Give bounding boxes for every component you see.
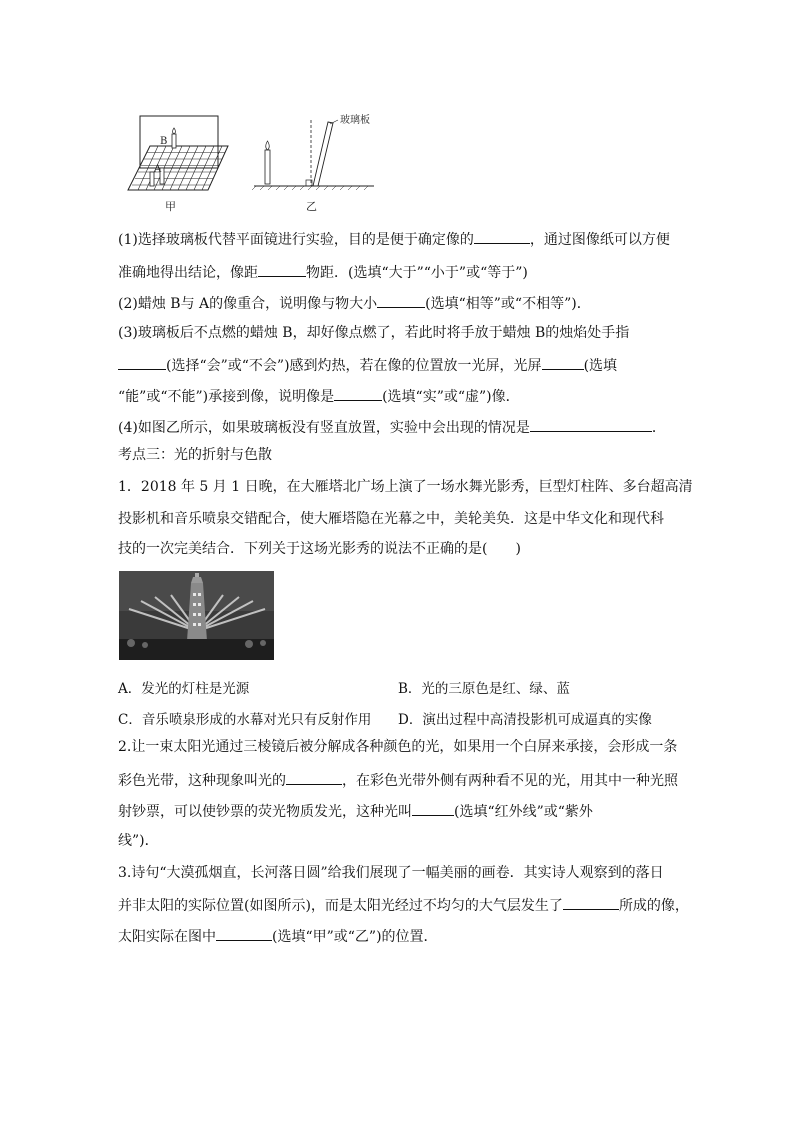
text: 准确地得出结论，像距	[118, 265, 258, 281]
pagoda-image	[119, 571, 274, 660]
letter-a: A	[154, 164, 162, 175]
q-part3-line2	[118, 355, 688, 375]
q-part2	[118, 293, 688, 313]
q1-line1: 1．2018 年 5 月 1 日晚，在大雁塔北广场上演了一场水舞光影秀，巨型灯柱阵、多台超高清	[118, 479, 693, 495]
section-title: 考点三：光的折射与色散	[118, 447, 272, 463]
text: 射钞票，可以使钞票的荧光物质发光，这种光叫	[118, 804, 412, 820]
q2-line1: 2.让一束太阳光通过三棱镜后被分解成各种颜色的光，如果用一个白屏来承接，会形成一条	[118, 739, 678, 755]
answer-blank[interactable]	[563, 895, 619, 910]
answer-blank[interactable]	[334, 386, 382, 401]
figure-yi	[252, 113, 374, 190]
figure-jia	[128, 116, 228, 190]
text: “能”或“不能”)承接到像，说明像是	[118, 389, 335, 405]
text: (选填“实”或“虚”)像．	[382, 389, 520, 405]
q2-line2	[118, 770, 688, 790]
answer-blank[interactable]	[377, 293, 425, 308]
answer-blank[interactable]	[530, 417, 652, 432]
text: ．	[651, 420, 666, 436]
option-b[interactable]: B．光的三原色是红、绿、蓝	[398, 681, 570, 697]
caption-jia: 甲	[165, 200, 176, 213]
text: (1)选择玻璃板代替平面镜进行实验，目的是便于确定像的	[118, 232, 474, 248]
text: (3)玻璃板后不点燃的蜡烛 B，却好像点燃了，若此时将手放于蜡烛 B的烛焰处手指	[118, 325, 630, 341]
text: (选填“红外线”或“紫外	[454, 804, 593, 820]
text: ，在彩色光带外侧有两种看不见的光，用其中一种光照	[342, 773, 678, 789]
q3-line3	[118, 926, 688, 946]
q2-line4: 线”)．	[118, 833, 159, 849]
option-d[interactable]: D．演出过程中高清投影机可成逼真的实像	[398, 712, 652, 728]
answer-blank[interactable]	[258, 262, 306, 277]
answer-blank[interactable]	[216, 926, 272, 941]
glass-label: 玻璃板	[340, 115, 370, 126]
q-part1-line2	[118, 262, 688, 282]
answer-blank[interactable]	[286, 770, 342, 785]
text: (选填“甲”或“乙”)的位置．	[272, 929, 438, 945]
q3-line2	[118, 895, 688, 915]
text: (选填“相等”或“不相等”)．	[425, 296, 591, 312]
q1-line2: 投影机和音乐喷泉交错配合，使大雁塔隐在光幕之中，美轮美奂．这是中华文化和现代科	[118, 511, 664, 527]
experiment-figures	[120, 110, 400, 210]
answer-blank[interactable]	[118, 355, 166, 370]
q-part4	[118, 417, 688, 437]
q2-line3	[118, 801, 688, 821]
text: 太阳实际在图中	[118, 929, 216, 945]
answer-blank[interactable]	[412, 801, 454, 816]
light-show-photo	[119, 571, 274, 660]
text: (选填	[583, 358, 618, 374]
answer-blank[interactable]	[474, 229, 530, 244]
text: 物距．(选填“大于”“小于”或“等于”)	[306, 265, 528, 281]
option-c[interactable]: C．音乐喷泉形成的水幕对光只有反射作用	[118, 712, 372, 728]
text: ，通过图像纸可以方便	[529, 232, 670, 248]
option-a[interactable]: A．发光的灯柱是光源	[118, 681, 250, 697]
caption-yi: 乙	[306, 200, 317, 213]
q-part3-line1	[118, 324, 688, 342]
text: 所成的像，	[618, 898, 689, 914]
text: (2)蜡烛 B与 A的像重合，说明像与物大小	[118, 296, 378, 312]
letter-b: B	[160, 136, 168, 147]
text: (选择“会”或“不会”)感到灼热，若在像的位置放一光屏，光屏	[166, 358, 542, 374]
q-part3-line3	[118, 386, 688, 406]
text: 彩色光带，这种现象叫光的	[118, 773, 286, 789]
q1-line3: 技的一次完美结合．下列关于这场光影秀的说法不正确的是( )	[118, 541, 521, 557]
q3-line1: 3.诗句“大漠孤烟直，长河落日圆”给我们展现了一幅美丽的画卷．其实诗人观察到的落日	[118, 865, 664, 881]
answer-blank[interactable]	[542, 355, 584, 370]
q-part1-line1	[118, 229, 688, 249]
text: 并非太阳的实际位置(如图所示)，而是太阳光经过不均匀的大气层发生了	[118, 898, 563, 914]
text: (4)如图乙所示，如果玻璃板没有竖直放置，实验中会出现的情况是	[118, 420, 530, 436]
